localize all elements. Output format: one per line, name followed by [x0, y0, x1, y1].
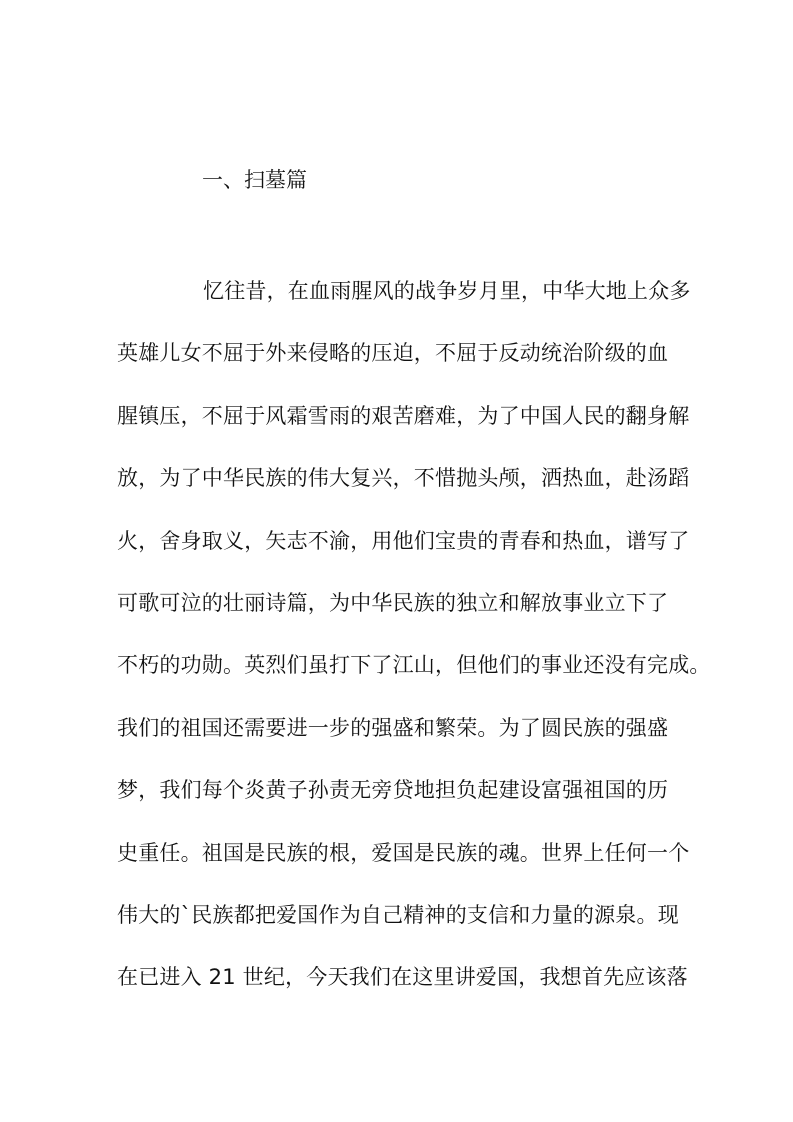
- paragraph-line: 忆往昔，在血雨腥风的战争岁月里，中华大地上众多: [203, 279, 691, 303]
- paragraph-line: 我们的祖国还需要进一步的强盛和繁荣。为了圆民族的强盛: [117, 715, 669, 740]
- paragraph-line: 史重任。祖国是民族的根，爱国是民族的魂。世界上任何一个: [117, 840, 690, 865]
- paragraph-line: 可歌可泣的壮丽诗篇，为中华民族的独立和解放事业立下了: [117, 590, 669, 615]
- section-heading: 一、扫墓篇: [202, 168, 307, 192]
- paragraph-line: 放，为了中华民族的伟大复兴，不惜抛头颅，洒热血，赴汤蹈: [117, 466, 690, 491]
- paragraph-line: 腥镇压，不屈于风霜雪雨的艰苦磨难，为了中国人民的翻身解: [117, 403, 690, 428]
- paragraph-line: 在已进入 21 世纪，今天我们在这里讲爱国，我想首先应该落: [117, 965, 688, 990]
- paragraph-line: 英雄儿女不屈于外来侵略的压迫，不屈于反动统治阶级的血: [117, 341, 669, 366]
- paragraph-line: 伟大的`民族都把爱国作为自己精神的支信和力量的源泉。现: [117, 902, 679, 927]
- paragraph-line: 不朽的功勋。英烈们虽打下了江山，但他们的事业还没有完成。: [117, 653, 711, 678]
- body-paragraph: [117, 277, 711, 1026]
- paragraph-line: 火，舍身取义，矢志不渝，用他们宝贵的青春和热血，谱写了: [117, 528, 690, 553]
- paragraph-line: 梦，我们每个炎黄子孙责无旁贷地担负起建设富强祖国的历: [117, 778, 669, 803]
